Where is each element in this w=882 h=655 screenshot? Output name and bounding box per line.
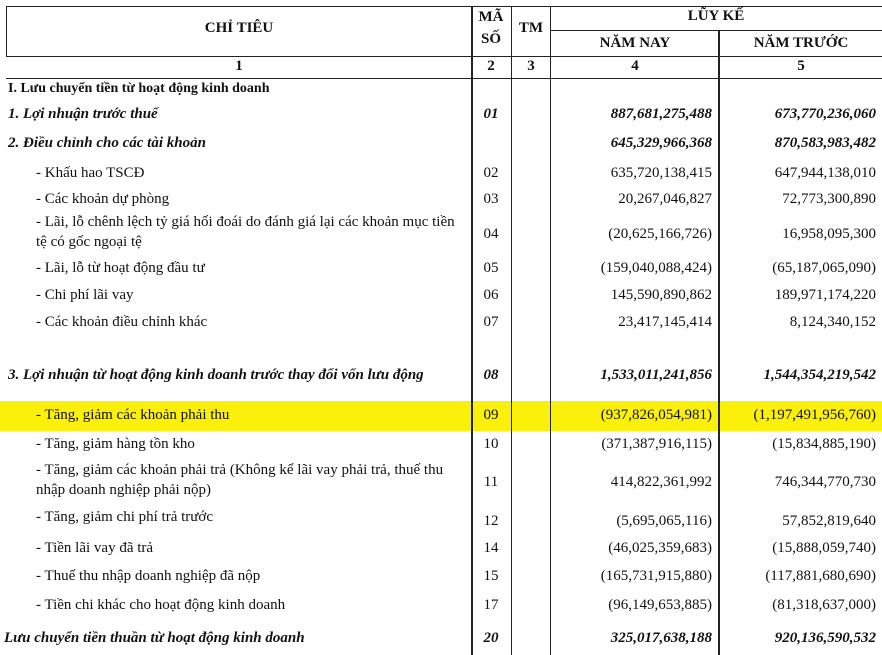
luy-ke-divider bbox=[550, 30, 882, 31]
row-label: - Tăng, giảm các khoản phải trả (Không kể lãi vay phải trả, thuế thu nhập doanh nghiệp phải nộp) bbox=[36, 462, 444, 498]
row-code: 17 bbox=[483, 597, 499, 613]
row-nam-truoc: 57,852,819,640 bbox=[782, 513, 876, 529]
table-row bbox=[0, 507, 882, 529]
row-label: - Các khoản dự phòng bbox=[36, 191, 170, 207]
row-label: Lưu chuyển tiền thuần từ hoạt động kinh doanh bbox=[4, 630, 305, 646]
row-label: - Khấu hao TSCĐ bbox=[36, 165, 145, 181]
row-nam-truoc: (65,187,065,090) bbox=[772, 260, 876, 276]
table-row bbox=[0, 365, 882, 387]
row-code: 01 bbox=[483, 106, 499, 122]
table-row bbox=[0, 133, 882, 155]
header-nam-truoc: NĂM TRƯỚC bbox=[753, 35, 849, 51]
row-code: 15 bbox=[483, 568, 499, 584]
row-nam-truoc: (81,318,637,000) bbox=[772, 597, 876, 613]
table-row bbox=[0, 595, 882, 617]
row-code: 06 bbox=[483, 287, 499, 303]
row-code: 11 bbox=[483, 474, 499, 490]
row-label: - Tăng, giảm các khoản phải thu bbox=[36, 407, 230, 423]
row-nam-nay: (937,826,054,981) bbox=[600, 407, 712, 423]
header-tm: TM bbox=[518, 20, 544, 36]
row-nam-nay: 20,267,046,827 bbox=[618, 191, 712, 207]
header-chi-tieu: CHỈ TIÊU bbox=[204, 20, 274, 36]
row-nam-nay: (46,025,359,683) bbox=[608, 540, 712, 556]
row-code: 12 bbox=[483, 513, 499, 529]
row-nam-truoc: 647,944,138,010 bbox=[774, 165, 876, 181]
row-nam-nay: 645,329,966,368 bbox=[610, 135, 712, 151]
table-row bbox=[0, 258, 882, 280]
row-nam-truoc: 920,136,590,532 bbox=[774, 630, 876, 646]
header-ma-so-line2: SỐ bbox=[480, 31, 501, 47]
row-nam-truoc: 870,583,983,482 bbox=[774, 135, 876, 151]
row-code: 14 bbox=[483, 540, 499, 556]
table-row bbox=[0, 285, 882, 307]
row-label: - Tăng, giảm chi phí trả trước bbox=[36, 509, 213, 525]
row-code: 10 bbox=[483, 436, 499, 452]
row-nam-truoc: 16,958,095,300 bbox=[782, 226, 876, 242]
row-nam-truoc: (15,834,885,190) bbox=[772, 436, 876, 452]
col-number-2: 2 bbox=[487, 58, 495, 74]
row-label: - Chi phí lãi vay bbox=[36, 287, 134, 303]
row-nam-nay: 414,822,361,992 bbox=[610, 474, 712, 490]
row-nam-truoc: (117,881,680,690) bbox=[765, 568, 876, 584]
row-nam-truoc: (15,888,059,740) bbox=[772, 540, 876, 556]
table-row bbox=[0, 566, 882, 588]
table-row bbox=[0, 163, 882, 185]
table-row-total bbox=[0, 628, 882, 650]
row-nam-truoc: 746,344,770,730 bbox=[774, 474, 876, 490]
row-nam-nay: 145,590,890,862 bbox=[610, 287, 712, 303]
row-nam-truoc: 8,124,340,152 bbox=[789, 314, 876, 330]
row-nam-nay: 1,533,011,241,856 bbox=[600, 367, 712, 383]
row-label: - Tiền chi khác cho hoạt động kinh doanh bbox=[36, 597, 286, 613]
row-nam-truoc: 72,773,300,890 bbox=[782, 191, 876, 207]
row-code: 05 bbox=[483, 260, 499, 276]
row-code: 04 bbox=[483, 226, 499, 242]
row-code: 09 bbox=[483, 407, 499, 423]
row-label: 3. Lợi nhuận từ hoạt động kinh doanh trước thay đổi vốn lưu động bbox=[8, 367, 424, 383]
row-nam-nay: (5,695,065,116) bbox=[616, 513, 712, 529]
header-nam-nay: NĂM NAY bbox=[599, 35, 671, 51]
header-ma-so-line1: MÃ bbox=[478, 9, 504, 25]
col-number-1: 1 bbox=[235, 58, 243, 74]
row-label: - Lãi, lỗ từ hoạt động đầu tư bbox=[36, 260, 205, 276]
row-nam-nay: (371,387,916,115) bbox=[601, 436, 712, 452]
row-code: 02 bbox=[483, 165, 499, 181]
table-row bbox=[0, 312, 882, 334]
row-label: - Tăng, giảm hàng tồn kho bbox=[36, 436, 195, 452]
header-bottom-border bbox=[6, 56, 882, 57]
section-title: I. Lưu chuyển tiền từ hoạt động kinh doanh bbox=[8, 81, 270, 96]
col-number-5: 5 bbox=[797, 58, 805, 74]
row-nam-nay: 887,681,275,488 bbox=[610, 106, 712, 122]
row-code: 03 bbox=[483, 191, 499, 207]
table-row bbox=[0, 434, 882, 456]
table-row bbox=[0, 212, 882, 254]
row-code: 20 bbox=[483, 630, 499, 646]
row-nam-nay: 635,720,138,415 bbox=[610, 165, 712, 181]
table-row bbox=[0, 460, 882, 502]
table-row-highlighted bbox=[0, 405, 882, 427]
row-code: 08 bbox=[483, 367, 499, 383]
header-luy-ke: LŨY KẾ bbox=[687, 8, 745, 24]
row-nam-nay: 325,017,638,188 bbox=[610, 630, 712, 646]
row-label: - Thuế thu nhập doanh nghiệp đã nộp bbox=[36, 568, 261, 584]
row-nam-truoc: (1,197,491,956,760) bbox=[753, 407, 876, 423]
row-nam-nay: (159,040,088,424) bbox=[600, 260, 712, 276]
header-top-border bbox=[6, 6, 882, 7]
col-number-4: 4 bbox=[631, 58, 639, 74]
row-code: 07 bbox=[483, 314, 499, 330]
row-nam-nay: (20,625,166,726) bbox=[608, 226, 712, 242]
row-label: 1. Lợi nhuận trước thuế bbox=[8, 106, 158, 122]
row-label: 2. Điều chỉnh cho các tài khoản bbox=[8, 135, 206, 151]
row-nam-truoc: 189,971,174,220 bbox=[774, 287, 876, 303]
row-label: - Lãi, lỗ chênh lệch tỷ giá hối đoái do đánh giá lại các khoản mục tiền tệ có gốc ngoại tệ bbox=[36, 214, 455, 250]
table-row bbox=[0, 538, 882, 560]
row-label: - Các khoản điều chỉnh khác bbox=[36, 314, 208, 330]
row-nam-nay: 23,417,145,414 bbox=[618, 314, 712, 330]
row-nam-truoc: 673,770,236,060 bbox=[774, 106, 876, 122]
table-row bbox=[0, 189, 882, 211]
row-nam-nay: (165,731,915,880) bbox=[600, 568, 712, 584]
left-header-rule bbox=[6, 6, 7, 56]
row-label: - Tiền lãi vay đã trả bbox=[36, 540, 154, 556]
row-nam-nay: (96,149,653,885) bbox=[608, 597, 712, 613]
row-nam-truoc: 1,544,354,219,542 bbox=[763, 367, 876, 383]
col-number-3: 3 bbox=[527, 58, 535, 74]
table-row bbox=[0, 104, 882, 126]
